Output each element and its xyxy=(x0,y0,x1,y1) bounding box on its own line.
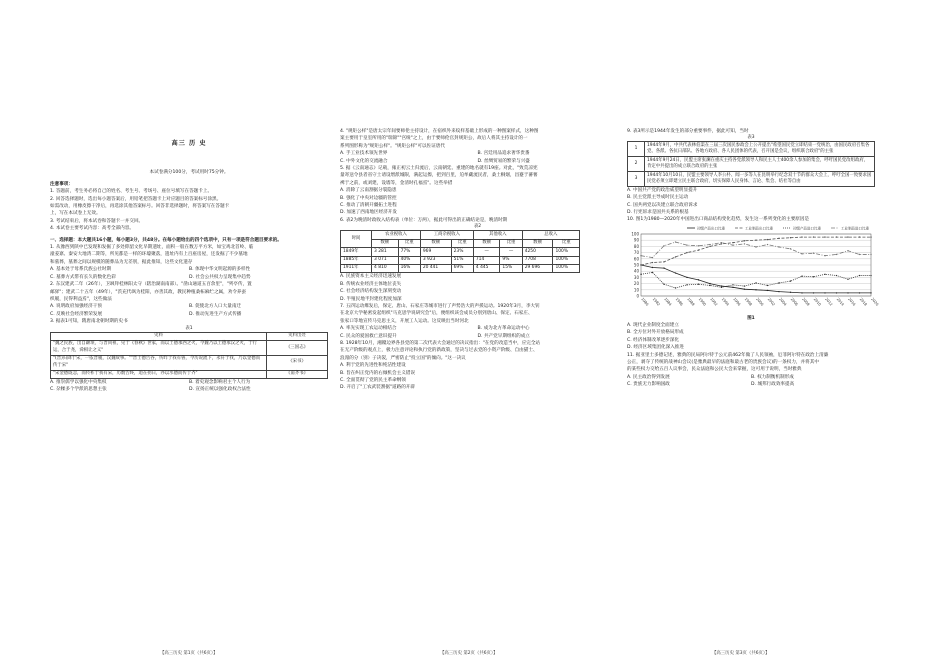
table-cell: 7708 xyxy=(522,256,553,264)
option: C. 墓葬方式带有长久的数化色彩 xyxy=(50,274,116,280)
y-tick-label: 50 xyxy=(633,262,639,268)
table-row xyxy=(628,172,875,187)
table-cell: 4 810 xyxy=(372,264,399,272)
table-cell: 69% xyxy=(451,264,473,272)
question-line: 量寄送令县者省守土请设增派城限，满起运擦，把到百里，迫牟藏流民者，桑土桐烟，昌蹇于蕃薯 xyxy=(340,173,538,179)
option: A. 推崇儒学以强化中央集权 xyxy=(50,379,107,385)
data-point xyxy=(663,267,664,268)
table-header-cell: 比重 xyxy=(500,239,522,247)
option-row xyxy=(50,266,328,273)
y-tick-label: 40 xyxy=(633,268,639,274)
question-line: 5. 据《云南通志》记载，雍正初云土归流后，云南朝廷、重建的地名就有19座。对此，"致荒凉宪 xyxy=(340,166,538,172)
table-cell: 1 xyxy=(628,142,645,157)
column-page-3 xyxy=(627,128,880,389)
option: A. 率先实现工农运动相结合 xyxy=(340,326,397,332)
y-tick-label: 70 xyxy=(633,249,639,255)
spacer xyxy=(50,147,328,169)
data-point xyxy=(698,279,699,280)
data-point xyxy=(836,292,837,293)
data-point xyxy=(652,262,653,263)
data-point xyxy=(663,261,664,262)
option: C. 民众的爱国救亡意识提升 xyxy=(340,333,397,339)
option: D. 推动先进生产方式传播 xyxy=(189,311,242,317)
option: D. 丝绸贸易的繁荣与兴盛 xyxy=(477,158,530,164)
x-tick-label: 2008 xyxy=(801,296,811,307)
data-point xyxy=(801,236,802,237)
table-cell: "魏之民族，出自颛顼，与晋同祖，见于《春秋》世家，而以土德承西之火，今魏乃以土德承汉之火，于行运，合于尧，舜相让之义" xyxy=(51,340,267,355)
option: B. 体现中华文明起源的多样性 xyxy=(189,267,251,273)
question-line: 裨于之前，或刘建，设墙等，金清时孔福焉"。这些举措 xyxy=(340,180,453,186)
table-cell: 969 xyxy=(420,248,451,256)
option-row xyxy=(50,311,328,318)
option: B. 权力制衡机制形成 xyxy=(751,374,794,380)
option: B. 传统农业经济主体地位丧失 xyxy=(340,281,402,287)
data-point xyxy=(709,283,710,284)
question-line: 织履，民得利益焉"，这些做法 xyxy=(50,296,112,302)
data-point xyxy=(813,236,814,237)
data-point xyxy=(859,275,860,276)
table-cell: 4250 xyxy=(522,248,553,256)
option: A. 手工业技术领先世界 xyxy=(340,151,388,157)
data-point xyxy=(652,257,653,258)
table-header-cell: 数额 xyxy=(420,239,451,247)
question-line: 在北京大学秘密发起组织"马克思学说研究会"后，便组织该会成员分别到唐山、保定、石家庄、 xyxy=(340,311,533,317)
chart-grid xyxy=(641,234,871,296)
line-chart xyxy=(627,224,880,316)
question-line: 7. 五四运动爆发后，保定、唐山、石家庄等城市进行了声势浩大的声援运动。1920年3月，李大钊 xyxy=(340,303,540,309)
x-tick-label: 2010 xyxy=(812,296,822,307)
question-line: 6. 表2为晚清时政收入结构表（单位：万两），据此可得出的正确结论是，晚清时期 xyxy=(340,217,508,223)
table-header-cell: 其他收入 xyxy=(473,231,522,239)
data-point xyxy=(859,292,860,293)
data-point xyxy=(732,284,733,285)
table-cell: 3 xyxy=(628,172,645,187)
data-point xyxy=(870,254,871,255)
table-header-cell: 总收入 xyxy=(522,231,579,239)
data-point xyxy=(698,245,699,246)
option: A. 说明政府加强经济干预 xyxy=(50,304,102,310)
x-tick-label: 1992 xyxy=(709,296,719,307)
option-row xyxy=(50,386,328,393)
table-cell: "(晋)归降于宋，一依晋履，汉魏故事。""晋士德告谷，传昨于我有鲁，今历说流下，永符于我，乃以金德而传于宋" xyxy=(51,355,267,370)
option-row xyxy=(627,374,875,381)
legend-label: 初级产品进口比重 xyxy=(793,226,821,231)
notice-line: 4. 本试卷主要考试内容：高考全部内容。 xyxy=(50,226,134,232)
option: C. 中外文化的交流融合 xyxy=(340,158,388,164)
x-tick-label: 1982 xyxy=(651,296,661,307)
table-cell: 100% xyxy=(553,256,580,264)
x-tick-label: 1994 xyxy=(720,296,730,307)
y-tick-label: 0 xyxy=(636,293,639,299)
option: D. 宣扬正统以强化政权合法性 xyxy=(189,387,251,393)
chart-figure-1 xyxy=(627,224,880,316)
table-row xyxy=(341,256,580,264)
question-line: 张家口等地宣传马克思主义，开展工人运动。这反映出当时河北 xyxy=(340,318,469,324)
table-header-row xyxy=(341,231,580,239)
data-point xyxy=(663,283,664,284)
page-footer: 【高三历史 第3页（共6页）】 xyxy=(712,651,770,656)
data-point xyxy=(870,236,871,237)
x-tick-label: 2000 xyxy=(755,296,765,307)
option-row xyxy=(50,303,328,310)
option: D. 半殖民地半封建化程度加深 xyxy=(340,296,402,302)
option: D. 开启了"工农武装割据"道路的开辟 xyxy=(340,385,415,391)
question-line: 案主要用于皇室所用的"瑞锦""宫绫"之上，由于要师伦官封规矩公，故后人将其主持设计的一 xyxy=(340,136,528,142)
question-line: 浪漫的分（别）子决裂，严密防止"投立国"的倾向。"这一决议 xyxy=(340,355,466,361)
data-point xyxy=(652,272,653,273)
data-point xyxy=(698,249,699,250)
option-row xyxy=(340,150,615,157)
y-tick-label: 90 xyxy=(633,237,639,243)
data-point xyxy=(847,278,848,279)
data-point xyxy=(686,277,687,278)
option: A. 中国共产党的政治威望明显提升 xyxy=(627,187,698,193)
series-line xyxy=(641,272,871,288)
option: D. 经济区域集团化深入推进 xyxy=(627,345,684,351)
option: D. 共产党早期组织的成立 xyxy=(477,333,530,339)
y-tick-label: 60 xyxy=(633,256,639,262)
question-line: 潼姜寨、秦安大地湾二期等，所见都是一样的环壕聚落，遗址内有上百座房屋，还发掘了不少墓地 xyxy=(50,252,248,258)
x-tick-label: 2014 xyxy=(835,296,845,307)
option: A. 现代企业制度全面建立 xyxy=(627,322,679,328)
data-point xyxy=(813,252,814,253)
table-row xyxy=(341,248,580,256)
question-line: 2. 东汉建武二年（26年），卫飒拜桂林阳太守（辖治湖南南部）。"凿山通道五百余里"，"列亭传，置 xyxy=(50,282,252,288)
question-line: 的某些权力交给五百人议事会，民众法庭和公民大会来掌握，这可用于说明，当时雅典 xyxy=(627,367,802,373)
data-point xyxy=(870,292,871,293)
data-point xyxy=(686,244,687,245)
table-cell: 1911年 xyxy=(341,264,372,272)
data-point xyxy=(721,242,722,243)
data-point xyxy=(744,285,745,286)
option-row xyxy=(340,333,615,340)
data-point xyxy=(824,273,825,274)
table-cell: — xyxy=(473,248,500,256)
x-tick-label: 1988 xyxy=(686,296,696,307)
data-point xyxy=(778,291,779,292)
data-point xyxy=(675,241,676,242)
table-cell: 2 xyxy=(628,157,645,172)
table-header-row xyxy=(51,332,328,340)
data-point xyxy=(767,290,768,291)
data-point xyxy=(836,236,837,237)
y-tick-label: 30 xyxy=(633,274,639,280)
y-tick-label: 100 xyxy=(631,231,639,237)
data-point xyxy=(824,236,825,237)
x-tick-label: 1998 xyxy=(743,296,753,307)
legend-label: 工业制品出口比重 xyxy=(745,226,773,231)
page-footer: 【高三历史 第1页（共6页）】 xyxy=(160,651,218,656)
data-point xyxy=(652,267,653,268)
option: B. 着史观念影响君主个人行为 xyxy=(189,379,251,385)
option: D. 加速了西南地区经济开发 xyxy=(340,210,397,216)
data-point xyxy=(801,253,802,254)
x-tick-label: 1980 xyxy=(640,296,650,307)
data-point xyxy=(675,272,676,273)
question-line: 和墓葬，墓葬之间以规模的随葬品为无差别，据此推知，这些文化遗存 xyxy=(50,259,193,265)
data-point xyxy=(744,288,745,289)
column-page-2 xyxy=(340,128,615,392)
data-point xyxy=(824,255,825,256)
data-point xyxy=(778,282,779,283)
table-cell: 1944年10月10日，民盟主要领导人李公朴、闻一多等人在昆明举行纪念双十节的群众大会上，呼吁全国一致要求国民党必须立即建立民主联合政府，切实保障人民身体、言论、集会、结社等自由 xyxy=(645,172,875,187)
table-header-cell: 史料 xyxy=(51,332,267,340)
y-tick-label: 20 xyxy=(633,280,639,286)
table-cell: "宋金德既忽，而传祚于我有宋，历数告终，迨在拐日，亦以水德而传于齐" xyxy=(51,370,267,378)
question-line: 公正，剥夺了传统的战神山会议(是雅典最早的法庭和最古老的贵族会议)的一条权力，并将其中 xyxy=(627,359,819,365)
data-point xyxy=(836,275,837,276)
data-point xyxy=(709,285,710,286)
notice-line: 如需改动，用橡皮擦干净后，再选涂其他答案标号。回答非选择题时，将答案写在答题卡 xyxy=(50,204,230,210)
data-point xyxy=(859,236,860,237)
table-header-cell: 工商杂税收入 xyxy=(420,231,473,239)
table-1 xyxy=(50,332,328,379)
table-row xyxy=(51,355,328,370)
table-2 xyxy=(340,230,580,273)
table-cell: 100% xyxy=(553,264,580,272)
option: B. 宫廷用品追求奢华贵番 xyxy=(477,151,530,157)
table-caption: 表3 xyxy=(747,135,755,141)
chart-legend xyxy=(687,225,869,230)
legend-label: 工业制品进口比重 xyxy=(841,226,869,231)
data-point xyxy=(640,264,641,265)
data-point xyxy=(732,242,733,243)
table-cell: 714 xyxy=(473,256,500,264)
series-line xyxy=(641,242,871,258)
option: C. 全面贯彻了党的民主革命纲领 xyxy=(340,378,406,383)
question-line: 3. 据表1可知，隋唐南北朝时期的史书 xyxy=(50,319,128,325)
option-row xyxy=(340,325,615,332)
data-point xyxy=(847,250,848,251)
data-point xyxy=(732,286,733,287)
table-cell: 20 441 xyxy=(420,264,451,272)
option: B. 强化了中央对边疆的管控 xyxy=(340,195,397,201)
table-subheader-row xyxy=(341,239,580,247)
x-tick-label: 2018 xyxy=(858,296,868,307)
option-row xyxy=(50,379,328,386)
option: B. 旨在纠正党内的右倾机会主义错误 xyxy=(340,370,415,376)
x-tick-label: 2004 xyxy=(778,296,788,307)
notice-line: 1. 答题前，考生务必将自己的姓名、考生号、考场号、座位号填写在答题卡上。 xyxy=(50,189,213,195)
exam-title: 高三 历 史 xyxy=(171,140,207,147)
data-point xyxy=(813,292,814,293)
question-line: 4. "规矩公样"是唐太宗年间要师伦主持设计，在宿织外来纹样基础上形成的一种图案样式，这种图 xyxy=(340,129,539,134)
x-tick-label: 1996 xyxy=(732,296,742,307)
table-cell: 3 923 xyxy=(420,256,451,264)
data-point xyxy=(801,292,802,293)
x-tick-label: 2016 xyxy=(847,296,857,307)
option: D. 城邦行政效率提高 xyxy=(751,382,795,388)
x-tick-label: 2012 xyxy=(824,296,834,307)
data-point xyxy=(721,243,722,244)
table-row xyxy=(341,264,580,272)
series-line xyxy=(641,237,871,265)
data-point xyxy=(801,275,802,276)
table-cell: 1944年9月24日，民盟主席张澜在重庆主持各党派领导人和民主人士400余人参加的集会，呼吁国民党改组政府，肯定中共提出的成立联合政府的主张 xyxy=(645,157,875,172)
option: A. 民族资本主义经济迅速发展 xyxy=(340,274,402,280)
data-point xyxy=(778,246,779,247)
option: A. 民主政治得到发展 xyxy=(627,374,670,380)
option: A. 基本处于母系氏族公社时期 xyxy=(50,267,112,273)
table-header-cell: 数额 xyxy=(372,239,399,247)
table-cell: 29 696 xyxy=(522,264,553,272)
table-caption: 表2 xyxy=(473,224,482,230)
data-point xyxy=(675,287,676,288)
data-point xyxy=(709,246,710,247)
data-point xyxy=(790,237,791,238)
table-header-cell: 比重 xyxy=(553,239,580,247)
data-point xyxy=(870,275,871,276)
question-line: 系列图形称为"规矩公样"。"规矩公样"可以佐证唐代 xyxy=(340,143,445,149)
table-cell: 《宋书》 xyxy=(267,355,328,370)
table-3 xyxy=(627,141,875,186)
option: B. 成为北方革命运动中心 xyxy=(477,326,530,332)
data-point xyxy=(755,289,756,290)
data-point xyxy=(767,244,768,245)
table-row xyxy=(51,340,328,355)
data-point xyxy=(686,284,687,285)
table-header-cell: 数额 xyxy=(473,239,500,247)
option-row xyxy=(340,158,615,165)
question-line: 邮驿"；建武二十五年（49年），"茨充代飒为桂阳，亦善其政，教民种植桑柘麻纻之属，劝令养蚕 xyxy=(50,289,247,295)
data-point xyxy=(721,285,722,286)
table-header-cell: 比重 xyxy=(451,239,473,247)
option: D. 行宪诉求是国共关系的根基 xyxy=(627,210,689,216)
table-header-cell: 农业税收入 xyxy=(372,231,421,239)
exam-info: 本试卷满分100分，考试用时75分钟。 xyxy=(149,170,229,176)
data-point xyxy=(824,292,825,293)
table-cell: 15% xyxy=(500,264,522,272)
table-row xyxy=(628,142,875,157)
data-point xyxy=(640,273,641,274)
data-point xyxy=(847,236,848,237)
table-cell: 1849年 xyxy=(341,248,372,256)
x-tick-label: 2002 xyxy=(766,296,776,307)
x-tick-label: 2020 xyxy=(870,296,880,307)
data-point xyxy=(698,283,699,284)
table-cell: 16% xyxy=(398,264,420,272)
data-point xyxy=(755,282,756,283)
table-cell: 77% xyxy=(398,248,420,256)
option: D. 社会公共权力呈现集中趋势 xyxy=(189,274,251,280)
table-header-cell: 史料出处 xyxy=(267,332,328,340)
option: C. 贵族无力影响国政 xyxy=(627,382,670,388)
data-point xyxy=(755,246,756,247)
data-point xyxy=(744,243,745,244)
table-cell: 3 071 xyxy=(372,256,399,264)
data-point xyxy=(790,280,791,281)
data-point xyxy=(709,244,710,245)
data-point xyxy=(732,244,733,245)
table-row xyxy=(628,157,875,172)
question-line: 8. 1928年10月，湘赣边界各县党的第二次代表大会通过的决议指出："在党的改造当中，应完全站 xyxy=(340,340,541,346)
question-line: 11. 据亚里士多德记述，雅典的民局阿尔特于公元前462年做了人民领袖，厄菲阿尔特在政治上清廉 xyxy=(627,352,829,358)
legend-label: 初级产品出口比重 xyxy=(697,226,725,231)
data-point xyxy=(744,240,745,241)
option: B. 全方位对外开放格局形成 xyxy=(627,330,684,336)
chart-caption: 图1 xyxy=(747,315,755,321)
page-footer: 【高三历史 第2页（共6页）】 xyxy=(440,651,498,656)
question-line: 1. 从豫西到陕中已发现和发掘了多处仰韶文化早期遗址，面积一般在数万平方米，如宝鸡北首岭、临 xyxy=(50,245,254,251)
data-point xyxy=(790,291,791,292)
data-point xyxy=(847,292,848,293)
table-cell: 1885年 xyxy=(341,256,372,264)
y-tick-label: 80 xyxy=(633,243,639,249)
option: C. 杂糅多个学派的思想主张 xyxy=(50,387,107,393)
question-line: 在无产阶级的观点上，极力注意评论和执行党的新政策，坚决与过去党的小资产阶级、自由猫士、 xyxy=(340,348,538,354)
data-point xyxy=(767,285,768,286)
x-tick-label: 1984 xyxy=(663,296,673,307)
option: C. 国共两党以决建立联合政府诉求 xyxy=(627,202,698,208)
data-point xyxy=(686,252,687,253)
table-cell: 100% xyxy=(553,248,580,256)
data-point xyxy=(675,256,676,257)
option: C. 社会经济结构发生深刻变动 xyxy=(340,289,402,295)
table-cell: 1944年9月，中共代表林伯渠在三届三次国民参政会上公开提出"希望国民党立即结束一党统治，由国民政府召集各党、各派、各抗日部队、各地方政府、各人民团体的代表，召开国是会议，组织联合政府"的主张 xyxy=(645,142,875,157)
table-cell: 《三国志》 xyxy=(267,340,328,355)
y-tick-label: 10 xyxy=(633,287,639,293)
table-row xyxy=(51,370,328,378)
data-point xyxy=(721,286,722,287)
table-cell: 《南齐书》 xyxy=(267,370,328,378)
series-line xyxy=(641,265,871,293)
section-heading: 一、选择题：本大题共16小题，每小题3分，共48分。在每小题给出的四个选项中，只有一项是符合题目要求的。 xyxy=(50,237,282,243)
data-point xyxy=(640,255,641,256)
question-line: 10. 图1为1980—2020年中国进出口商品结构变化趋势，发生这一系列变化的主要原因是 xyxy=(627,217,810,223)
notice-title: 注意事项： xyxy=(50,181,73,187)
option: C. 经济体制改革逐步深化 xyxy=(627,337,680,343)
table-cell: 40% xyxy=(398,256,420,264)
option: A. 利于党的先进性和纯洁性建设 xyxy=(340,363,406,369)
notice-line: 3. 考试结束后，将本试卷和答题卡一并交回。 xyxy=(50,218,144,224)
data-point xyxy=(663,245,664,246)
data-point xyxy=(859,254,860,255)
data-point xyxy=(778,238,779,239)
x-tick-label: 2006 xyxy=(789,296,799,307)
table-cell: — xyxy=(500,248,522,256)
option-row xyxy=(627,381,875,388)
option: C. 推动了清朝开疆拓土进程 xyxy=(340,203,397,209)
table-header-cell: 比重 xyxy=(398,239,420,247)
table-header-cell: 数额 xyxy=(522,239,553,247)
table-cell: 4 445 xyxy=(473,264,500,272)
question-line: 9. 表3所示是1944年发生的部分重要事件，据此可知，当时 xyxy=(627,129,749,134)
table-cell: 23% xyxy=(451,248,473,256)
table-cell: 9% xyxy=(500,256,522,264)
option: A. 消除了云南割据分裂隐患 xyxy=(340,188,397,194)
x-tick-label: 1986 xyxy=(674,296,684,307)
column-page-1 xyxy=(50,128,328,394)
table-cell: 51% xyxy=(451,256,473,264)
x-tick-label: 1990 xyxy=(697,296,707,307)
option: C. 反映社会经济繁荣发展 xyxy=(50,311,103,317)
option: B. 民主党派主导成时民主运动 xyxy=(627,195,689,201)
table-caption: 表1 xyxy=(185,325,193,331)
option: B. 促使北方人口大量南迁 xyxy=(189,304,242,310)
option-row xyxy=(50,274,328,281)
table-cell: 3 281 xyxy=(372,248,399,256)
data-point xyxy=(836,254,837,255)
data-point xyxy=(755,239,756,240)
data-point xyxy=(767,239,768,240)
data-point xyxy=(813,276,814,277)
data-point xyxy=(790,248,791,249)
notice-line: 上，写在本试卷上无效。 xyxy=(50,211,101,217)
table-header-cell: 时间 xyxy=(341,231,372,248)
notice-line: 2. 回答选择题时，选出每小题答案后，用铅笔把答题卡上对应题目的答案标号涂黑。 xyxy=(50,196,222,202)
